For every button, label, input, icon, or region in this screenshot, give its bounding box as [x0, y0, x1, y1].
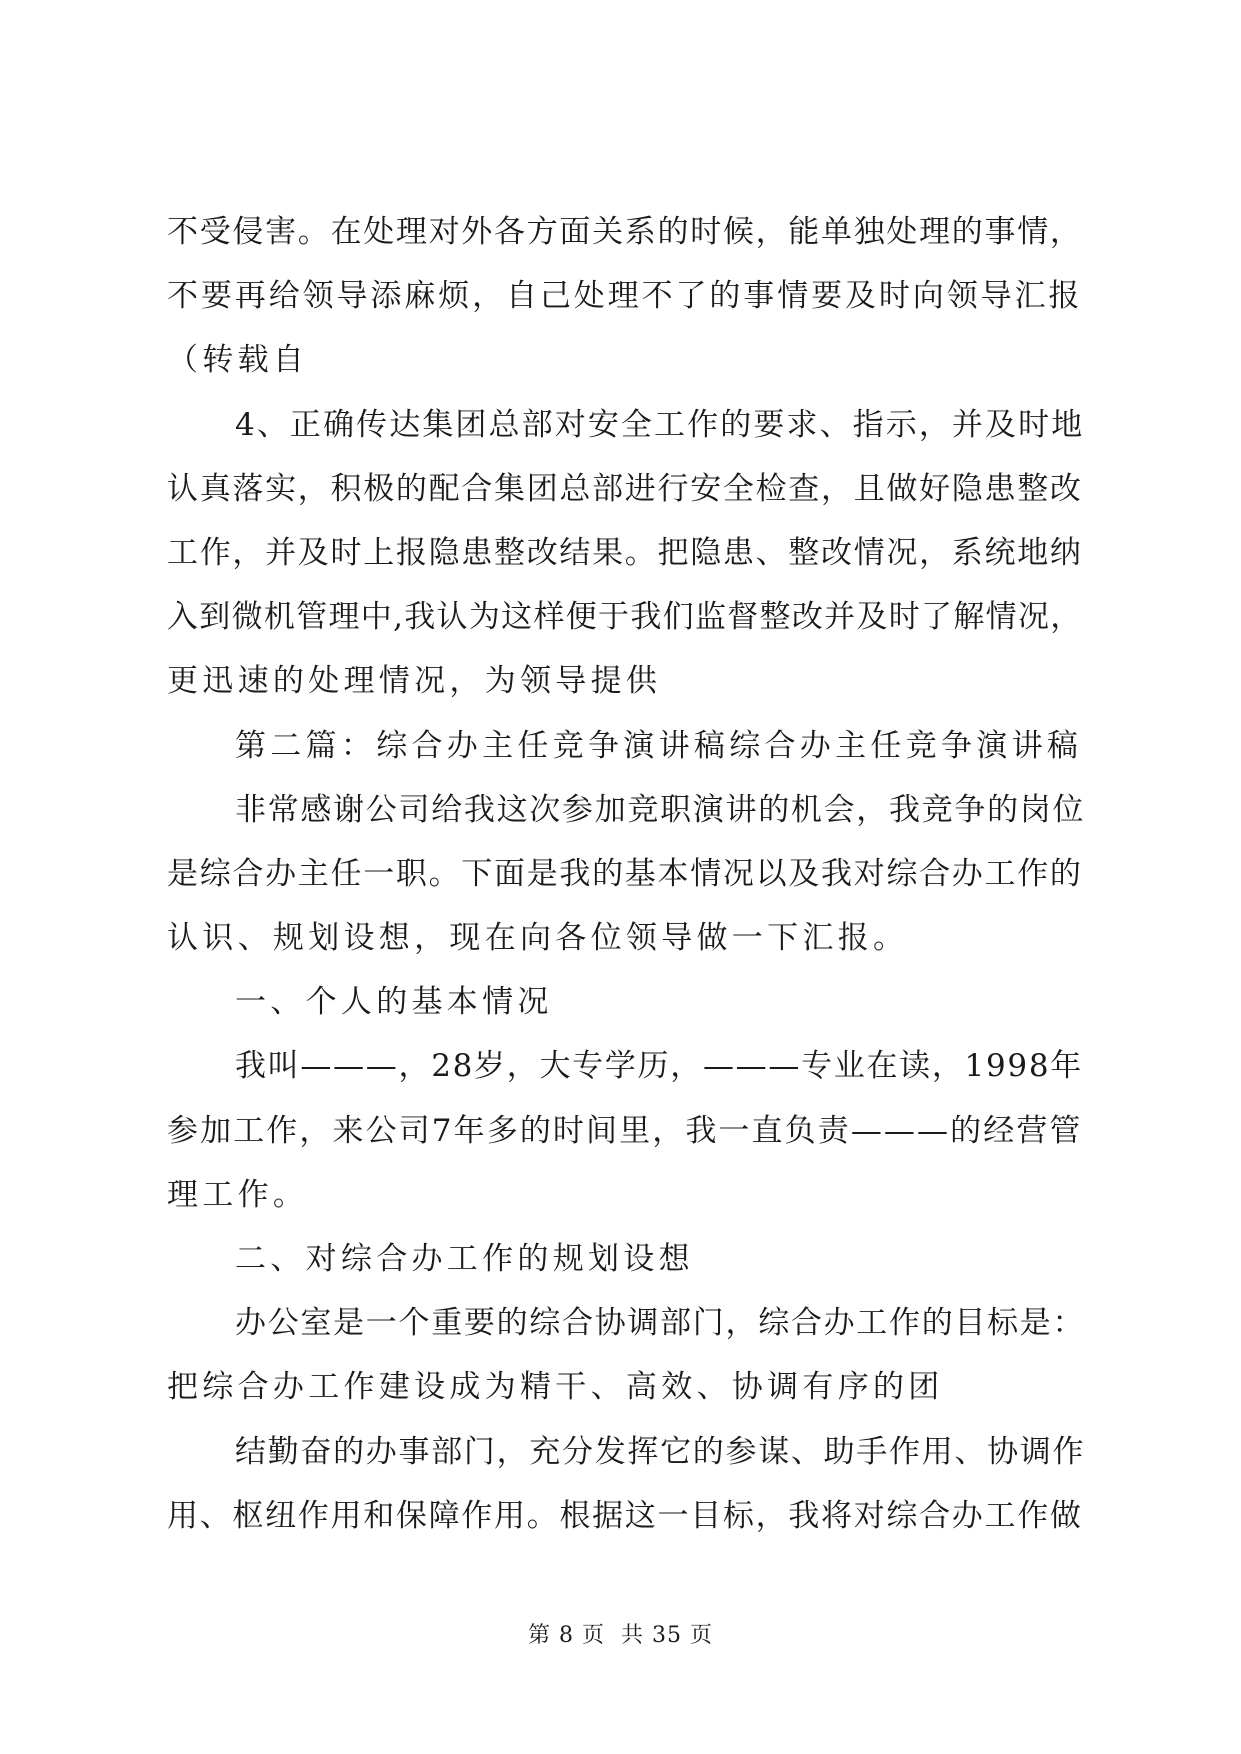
text-line: 参加工作，来公司7年多的时间里，我一直负责———的经营管	[167, 1112, 1083, 1149]
text-line: 认真落实，积极的配合集团总部进行安全检查，且做好隐患整改	[167, 470, 1083, 507]
text-line: 不要再给领导添麻烦，自己处理不了的事情要及时向领导汇报	[167, 278, 1083, 315]
text-line: 办公室是一个重要的综合协调部门，综合办工作的目标是：	[235, 1305, 1086, 1342]
subsection-heading: 二、对综合办工作的规划设想	[235, 1241, 694, 1277]
document-body	[167, 200, 1087, 1548]
text-line: （转载自	[167, 342, 309, 379]
text-line: 是综合办主任一职。下面是我的基本情况以及我对综合办工作的	[167, 855, 1083, 892]
page-number-label: 第 8 页 共 35 页	[528, 1623, 713, 1648]
page-number-footer	[0, 1618, 1241, 1649]
text-line: 认识、规划设想，现在向各位领导做一下汇报。	[167, 920, 909, 957]
text-line: 更迅速的处理情况，为领导提供	[167, 663, 662, 700]
text-line: 用、枢纽作用和保障作用。根据这一目标，我将对综合办工作做	[167, 1497, 1083, 1534]
text-line: 理工作。	[167, 1176, 309, 1213]
text-line: 我叫———，28岁，大专学历，———专业在读，1998年	[235, 1048, 1083, 1085]
subsection-heading: 一、个人的基本情况	[235, 984, 553, 1021]
text-line: 结勤奋的办事部门，充分发挥它的参谋、助手作用、协调作	[235, 1433, 1086, 1470]
section-heading: 第二篇：综合办主任竞争演讲稿综合办主任竞争演讲稿	[235, 727, 1083, 764]
text-line: 不受侵害。在处理对外各方面关系的时候，能单独处理的事情，	[167, 214, 1083, 250]
text-line: 入到微机管理中,我认为这样便于我们监督整改并及时了解情况，	[167, 599, 1083, 636]
text-line: 非常感谢公司给我这次参加竞职演讲的机会，我竞争的岗位	[235, 791, 1086, 828]
text-line: 把综合办工作建设成为精干、高效、协调有序的团	[167, 1369, 944, 1406]
text-line: 工作，并及时上报隐患整改结果。把隐患、整改情况，系统地纳	[167, 534, 1083, 571]
text-line: 4、正确传达集团总部对安全工作的要求、指示，并及时地	[235, 406, 1085, 443]
